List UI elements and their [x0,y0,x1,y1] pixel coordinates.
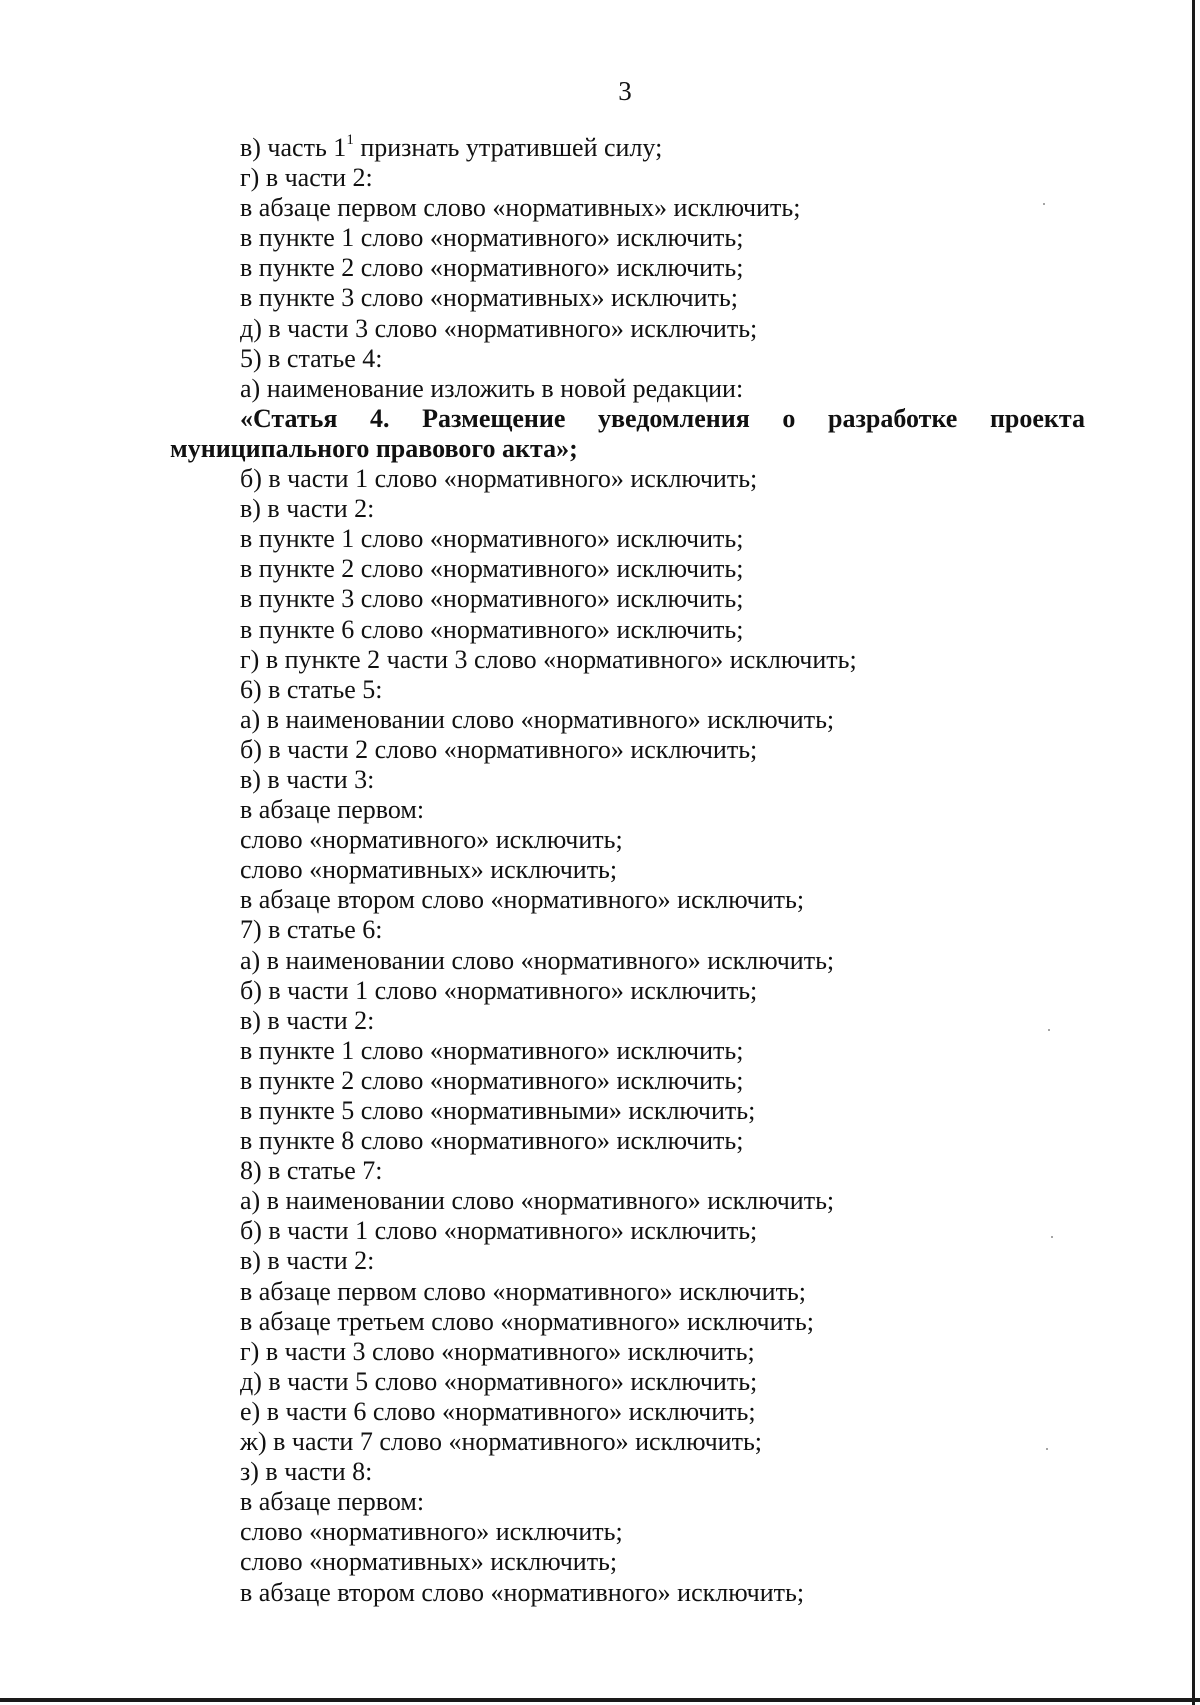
text-line: а) наименование изложить в новой редакции: [240,373,744,403]
text-line: в абзаце втором слово «нормативного» исключить; [240,1577,805,1607]
page-number: 3 [618,76,632,106]
text-line: в пункте 3 слово «нормативных» исключить; [240,283,738,313]
text-line: б) в части 2 слово «нормативного» исключить; [240,734,758,764]
text-line: в абзаце первом: [240,1487,425,1517]
text-line: а) в наименовании слово «нормативного» исключить; [240,945,835,975]
text-line: слово «нормативного» исключить; [240,1517,623,1547]
text-line: в пункте 8 слово «нормативного» исключить; [240,1126,744,1156]
paragraph-group-a [170,163,1085,404]
text-line: б) в части 1 слово «нормативного» исключить; [240,1216,758,1246]
text-line-part: признать утратившей силу; [353,133,663,162]
text-line: в пункте 3 слово «нормативного» исключить; [240,584,744,614]
text-line: в абзаце первом слово «нормативных» исключить; [240,193,801,223]
text-line: ж) в части 7 слово «нормативного» исключить; [240,1427,763,1457]
text-line: слово «нормативных» исключить; [240,1547,618,1577]
text-line: 6) в статье 5: [240,674,383,704]
article-heading: «Статья 4. Размещение уведомления о разработке проекта муниципального правового акта»; [170,403,1085,463]
text-line: в абзаце третьем слово «нормативного» исключить; [240,1306,814,1336]
text-line: 7) в статье 6: [240,915,383,945]
text-line: г) в пункте 2 части 3 слово «нормативного» исключить; [240,644,857,674]
text-line: б) в части 1 слово «нормативного» исключить; [240,464,758,494]
scan-edge-bottom [0,1698,1200,1702]
text-line: в пункте 1 слово «нормативного» исключить; [240,524,744,554]
text-line: слово «нормативного» исключить; [240,825,623,855]
text-line: а) в наименовании слово «нормативного» исключить; [240,1186,835,1216]
text-line: в пункте 2 слово «нормативного» исключить; [240,554,744,584]
text-line: в пункте 6 слово «нормативного» исключить; [240,614,744,644]
text-line: в) в части 2: [240,1246,375,1276]
text-line: в пункте 5 слово «нормативными» исключить; [240,1096,756,1125]
text-line: в пункте 1 слово «нормативного» исключить; [240,1035,744,1065]
superscript: 1 [346,132,354,149]
text-line-part: в) часть 1 [240,133,347,162]
text-line: д) в части 3 слово «нормативного» исключить; [240,313,758,343]
text-line: в) в части 2: [240,1005,375,1035]
scan-edge-right [1192,0,1195,1705]
text-line: в абзаце первом слово «нормативного» исключить; [240,1276,807,1306]
document-body [170,133,1085,1608]
text-line: 5) в статье 4: [240,343,383,373]
text-line: е) в части 6 слово «нормативного» исключить; [240,1396,756,1426]
text-line: б) в части 1 слово «нормативного» исключить; [240,975,758,1005]
text-line: в абзаце втором слово «нормативного» исключить; [240,885,805,915]
text-line: в абзаце первом: [240,795,425,825]
paragraph-group-b [170,464,1085,1608]
text-line: слово «нормативных» исключить; [240,855,618,885]
text-line: а) в наименовании слово «нормативного» исключить; [240,704,835,734]
text-line: в) в части 3: [240,764,375,794]
text-line: в пункте 2 слово «нормативного» исключить; [240,1065,744,1095]
text-line: з) в части 8: [240,1457,373,1487]
text-line: г) в части 3 слово «нормативного» исключить; [240,1336,755,1366]
text-line [170,133,1085,163]
text-line: д) в части 5 слово «нормативного» исключить; [240,1366,758,1396]
text-line: в пункте 1 слово «нормативного» исключить; [240,223,744,253]
text-line: в) в части 2: [240,494,375,524]
text-line: г) в части 2: [240,163,373,193]
text-line: 8) в статье 7: [240,1156,383,1186]
text-line: в пункте 2 слово «нормативного» исключить; [240,253,744,283]
